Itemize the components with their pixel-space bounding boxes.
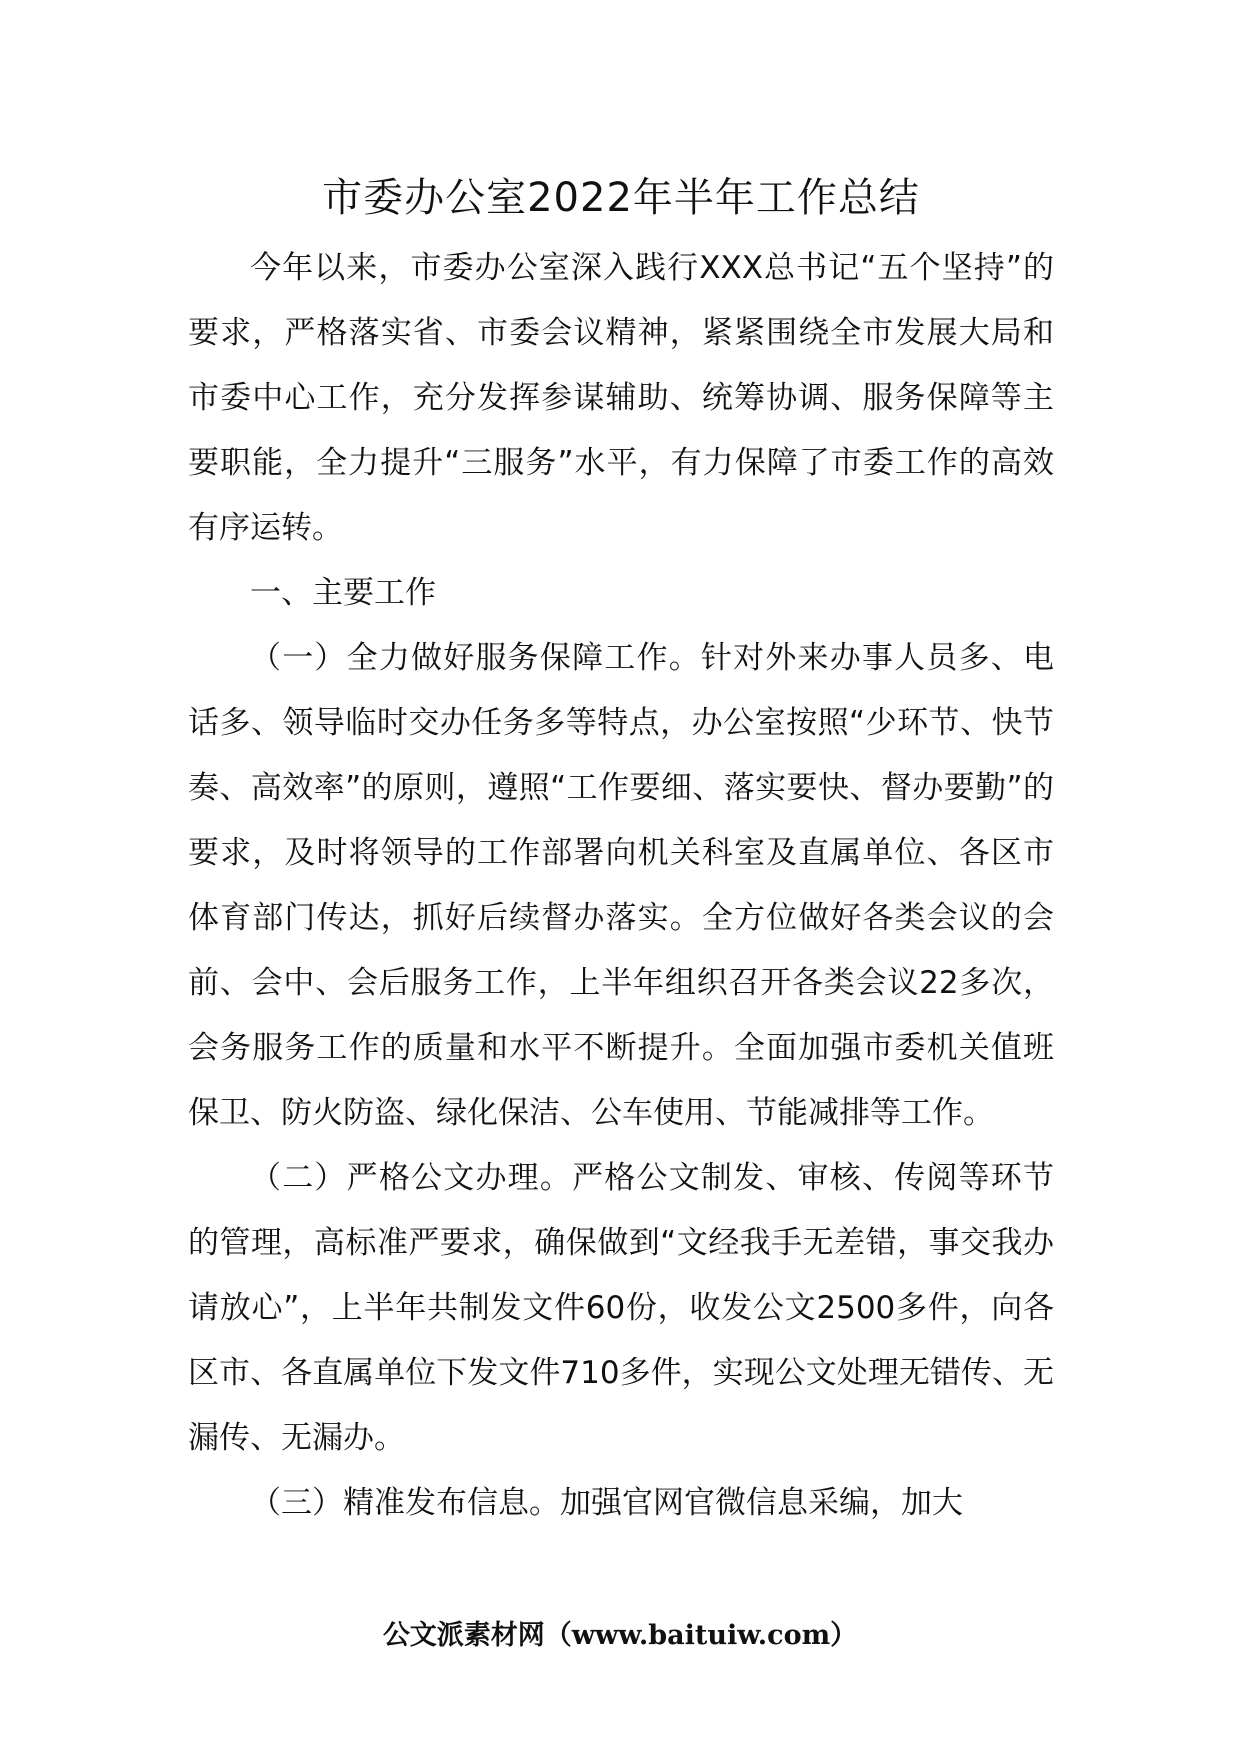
- document-page: [188, 0, 1054, 1754]
- paragraph-document-handling: （二）严格公文办理。严格公文制发、审核、传阅等环节的管理，高标准严要求，确保做到“文经我手无差错，事交我办请放心”，上半年共制发文件60份，收发公文2500多件，向各区市、各直属单位下发文件710多件，实现公文处理无错传、无漏传、无漏办。: [188, 1160, 1054, 1456]
- intro-paragraph: 今年以来，市委办公室深入践行XXX总书记“五个坚持”的要求，严格落实省、市委会议精神，紧紧围绕全市发展大局和市委中心工作，充分发挥参谋辅助、统筹协调、服务保障等主要职能，全力提升“三服务”水平，有力保障了市委工作的高效有序运转。: [188, 250, 1054, 546]
- paragraph-service-guarantee: （一）全力做好服务保障工作。针对外来办事人员多、电话多、领导临时交办任务多等特点，办公室按照“少环节、快节奏、高效率”的原则，遵照“工作要细、落实要快、督办要勤”的要求，及时将领导的工作部署向机关科室及直属单位、各区市体育部门传达，抓好后续督办落实。全方位做好各类会议的会前、会中、会后服务工作，上半年组织召开各类会议22多次，会务服务工作的质量和水平不断提升。全面加强市委机关值班保卫、防火防盗、绿化保洁、公车使用、节能减排等工作。: [188, 640, 1054, 1131]
- paragraph-information-release: （三）精准发布信息。加强官网官微信息采编，加大: [250, 1485, 963, 1521]
- footer-watermark: 公文派素材网（www.baituiw.com）: [382, 1620, 858, 1651]
- section-heading-main-work: 一、主要工作: [250, 575, 436, 611]
- document-title: 市委办公室2022年半年工作总结: [322, 175, 920, 221]
- document-body: [188, 236, 1054, 1536]
